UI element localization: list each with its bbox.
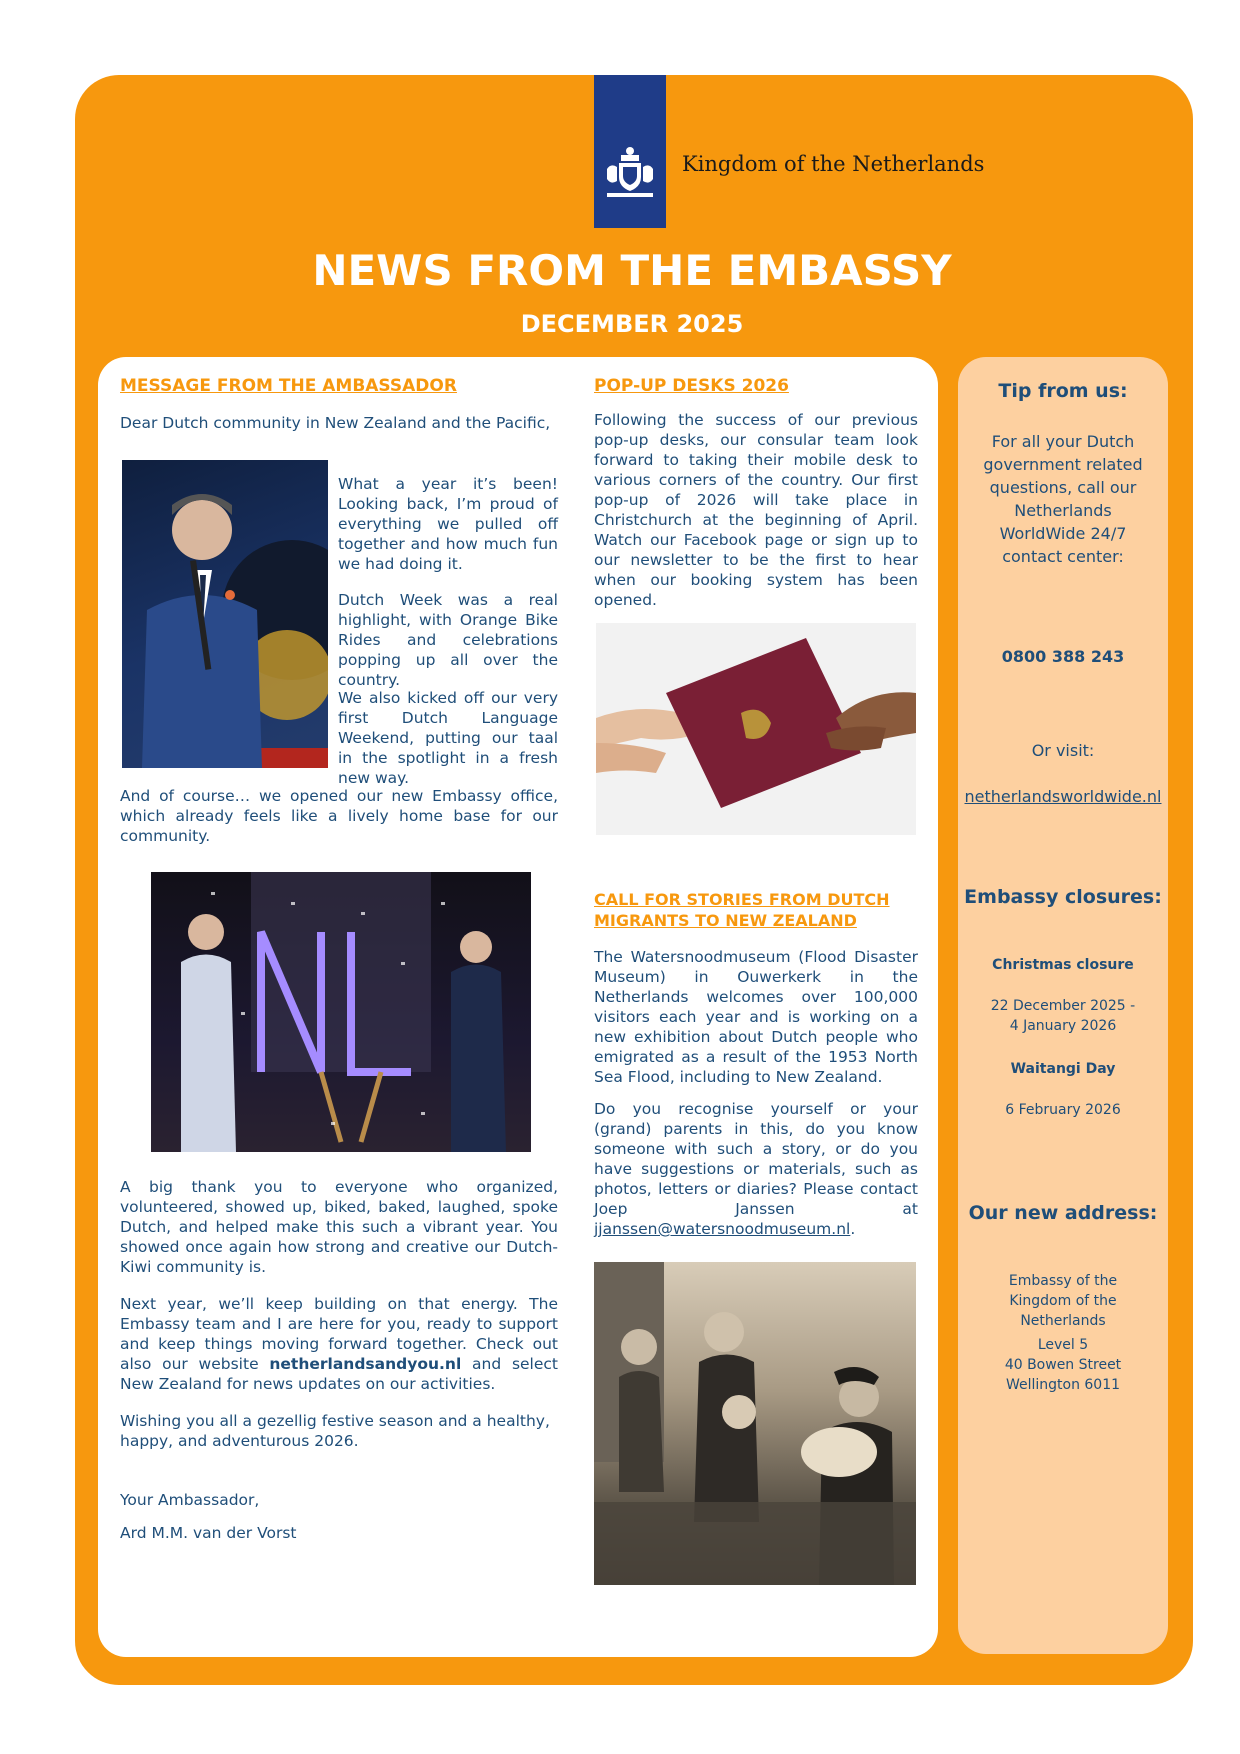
ambassador-name: Ard M.M. van der Vorst xyxy=(120,1524,297,1542)
ambassador-paragraph-4: And of course… we opened our new Embassy office, which already feels like a lively home base for our community. xyxy=(120,787,558,845)
museum-email-link[interactable]: jjanssen@watersnoodmuseum.nl xyxy=(594,1220,851,1238)
address-embassy-name: Embassy of the Kingdom of the Netherlands xyxy=(1008,1273,1118,1329)
ambassador-paragraph-7: Wishing you all a gezellig festive season and a healthy, happy, and adventurous 2026. xyxy=(120,1412,550,1450)
stories-paragraph-2: Do you recognise yourself or your (grand) parents in this, do you know someone with such a story, or do you have suggestions or materials, such as photos, letters or diaries? Please contact Joep Janssen at jjanssen@watersnoodmuseum.nl. xyxy=(594,1100,918,1238)
popup-desks-text: Following the success of our previous pop-up desks, our consular team look forward to taking their mobile desk to various corners of the country. Our first pop-up of 2026 will take place in Christchurch at the beginning of April. Watch our Facebook page or sign up to our newsletter to be the first to hear when our booking system has been opened. xyxy=(594,411,918,609)
ambassador-photo xyxy=(122,460,328,768)
christmas-closure-label: Christmas closure xyxy=(992,957,1134,973)
ambassador-paragraph-6: Next year, we’ll keep building on that energy. The Embassy team and I are here for you, ready to support and keep things moving forward together. Check out also our website netherlandsandyou.nl and select New Zealand for news updates on our activities. xyxy=(120,1295,558,1393)
flood-1953-photo xyxy=(594,1262,916,1585)
stories-paragraph-1: The Watersnoodmuseum (Flood Disaster Museum) in Ouwerkerk in the Netherlands welcomes over 100,000 visitors each year and is working on a new exhibition about Dutch people who emigrated as a result of the 1953 North Sea Flood, including to New Zealand. xyxy=(594,948,918,1086)
tip-heading: Tip from us: xyxy=(998,380,1128,402)
embassy-opening-photo xyxy=(151,872,531,1152)
issue-date: DECEMBER 2025 xyxy=(520,310,744,338)
ambassador-greeting: Dear Dutch community in New Zealand and the Pacific, xyxy=(120,414,551,432)
closures-heading: Embassy closures: xyxy=(964,886,1162,908)
waitangi-day-date: 6 February 2026 xyxy=(1005,1102,1121,1118)
royal-crest-logo xyxy=(601,145,659,203)
visit-label: Or visit: xyxy=(1031,741,1095,760)
popup-desks-heading: POP-UP DESKS 2026 xyxy=(594,376,789,396)
waitangi-day-label: Waitangi Day xyxy=(1010,1061,1116,1077)
worldwide-link[interactable]: netherlandsworldwide.nl xyxy=(964,787,1162,806)
ambassador-paragraph-1: What a year it’s been! Looking back, I’m proud of everything we pulled off together and how much fun we had doing it. xyxy=(338,475,558,573)
address-level: Level 5 xyxy=(1037,1337,1089,1353)
stories-heading: CALL FOR STORIES FROM DUTCH MIGRANTS TO NEW ZEALAND xyxy=(594,890,890,930)
tip-text: For all your Dutch government related questions, call our Netherlands WorldWide 24/7 contact center: xyxy=(983,432,1143,566)
address-heading: Our new address: xyxy=(968,1202,1158,1224)
ambassador-paragraph-3: We also kicked off our very first Dutch Language Weekend, putting our taal in the spotlight in a fresh new way. xyxy=(338,689,558,787)
kingdom-wordmark: Kingdom of the Netherlands xyxy=(682,152,985,176)
page-title: NEWS FROM THE EMBASSY xyxy=(312,246,952,295)
ambassador-paragraph-2: Dutch Week was a real highlight, with Orange Bike Rides and celebrations popping up all over the country. xyxy=(338,591,558,689)
address-street: 40 Bowen Street xyxy=(1004,1357,1122,1373)
contact-phone: 0800 388 243 xyxy=(1001,647,1125,666)
passport-photo xyxy=(596,623,916,835)
christmas-closure-dates: 22 December 2025 - 4 January 2026 xyxy=(990,998,1136,1034)
ambassador-heading: MESSAGE FROM THE AMBASSADOR xyxy=(120,376,457,396)
ambassador-signoff: Your Ambassador, xyxy=(120,1491,260,1509)
logo-bar xyxy=(594,75,666,228)
netherlandsandyou-link[interactable]: netherlandsandyou.nl xyxy=(269,1355,462,1373)
ambassador-paragraph-5: A big thank you to everyone who organized, volunteered, showed up, biked, baked, laughed, spoke Dutch, and helped make this such a vibrant year. You showed once again how strong and creative our Dutch-Kiwi community is. xyxy=(120,1178,558,1276)
address-city: Wellington 6011 xyxy=(1005,1377,1121,1393)
